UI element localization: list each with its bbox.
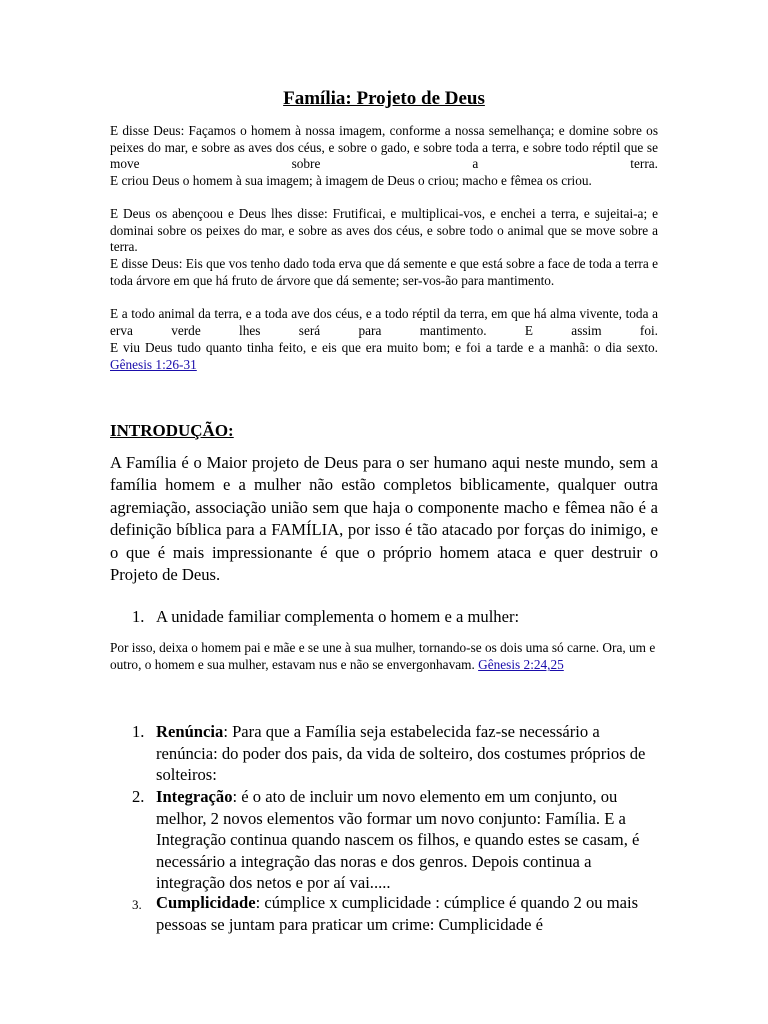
list-item-term: Cumplicidade <box>156 893 256 912</box>
intro-heading: INTRODUÇÃO: <box>110 421 234 440</box>
list-number: 3. <box>132 897 142 912</box>
list-item-text <box>156 892 658 935</box>
verse-paragraph: E disse Deus: Façamos o homem à nossa imagem, conforme a nossa semelhança; e domine sobre os peixes do mar, e sobre as aves dos céus, e sobre o gado, e sobre toda a terra, e sobre todo réptil que se move sobre a terra. <box>110 123 658 172</box>
quote-reference-link[interactable]: Gênesis 2:24,25 <box>478 657 564 673</box>
verse-paragraph: E a todo animal da terra, e a toda ave dos céus, e a todo réptil da terra, em que há alma vivente, toda a erva verde lhes será para mantimento. E assim foi. <box>110 306 658 338</box>
quote-text: Por isso, deixa o homem pai e mãe e se une à sua mulher, tornando-se os dois uma só carne. Ora, um e outro, o homem e sua mulher, estavam nus e não se envergonhavam. <box>110 640 656 673</box>
list-number: 1. <box>132 607 145 626</box>
list-item-description: : cúmplice x cumplicidade : cúmplice é quando 2 ou mais pessoas se juntam para praticar um crime: Cumplicidade é <box>156 893 639 934</box>
intro-paragraph: A Família é o Maior projeto de Deus para o ser humano aqui neste mundo, sem a família homem e a mulher não estão completos biblicamente, qualquer outra agremiação, associação união sem que haja o componente macho e fêmea não é a definição bíblica para a FAMÍLIA, por isso é tão atacado por forças do inimigo, e o que é mais impressionante é que o próprio homem ataca e quer destruir o Projeto de Deus. <box>110 453 658 585</box>
list-item-text <box>156 786 658 894</box>
list-item-description: : Para que a Família seja estabelecida faz-se necessário a renúncia: do poder dos pais, da vida de solteiro, dos costumes próprios de solteiros: <box>156 722 646 785</box>
verse-paragraph-last <box>110 340 658 373</box>
list-item-text: A unidade familiar complementa o homem e a mulher: <box>156 607 520 626</box>
list-item-description: : é o ato de incluir um novo elemento em um conjunto, ou melhor, 2 novos elementos vão formar um novo conjunto: Família. E a Integração continua quando nascem os filhos, e quando estes se casam, é necessário a integração das noras e dos genros. Depois continua a integração dos netos e por aí vai..... <box>156 787 640 893</box>
verse-paragraph: E disse Deus: Eis que vos tenho dado toda erva que dá semente e que está sobre a face de toda a terra e toda árvore em que há fruto de árvore que dá semente; ser-vos-ão para mantimento. <box>110 256 658 288</box>
verse-text: E viu Deus tudo quanto tinha feito, e eis que era muito bom; e foi a tarde e a manhã: o dia sexto. <box>110 340 658 355</box>
bible-quote <box>110 639 658 674</box>
list-item-term: Renúncia <box>156 722 224 741</box>
list-number: 2. <box>132 787 145 806</box>
list-item-term: Integração <box>156 787 233 806</box>
document-title: Família: Projeto de Deus <box>283 88 485 109</box>
verse-reference-link[interactable]: Gênesis 1:26-31 <box>110 356 197 372</box>
verse-paragraph: E criou Deus o homem à sua imagem; à imagem de Deus o criou; macho e fêmea os criou. <box>110 173 592 188</box>
list-number: 1. <box>132 722 145 741</box>
list-item-text <box>156 721 658 786</box>
verse-paragraph: E Deus os abençoou e Deus lhes disse: Frutificai, e multiplicai-vos, e enchei a terra, e sujeitai-a; e dominai sobre os peixes do mar, e sobre as aves dos céus, e sobre todo o animal que se move sobre a terra. <box>110 206 658 255</box>
